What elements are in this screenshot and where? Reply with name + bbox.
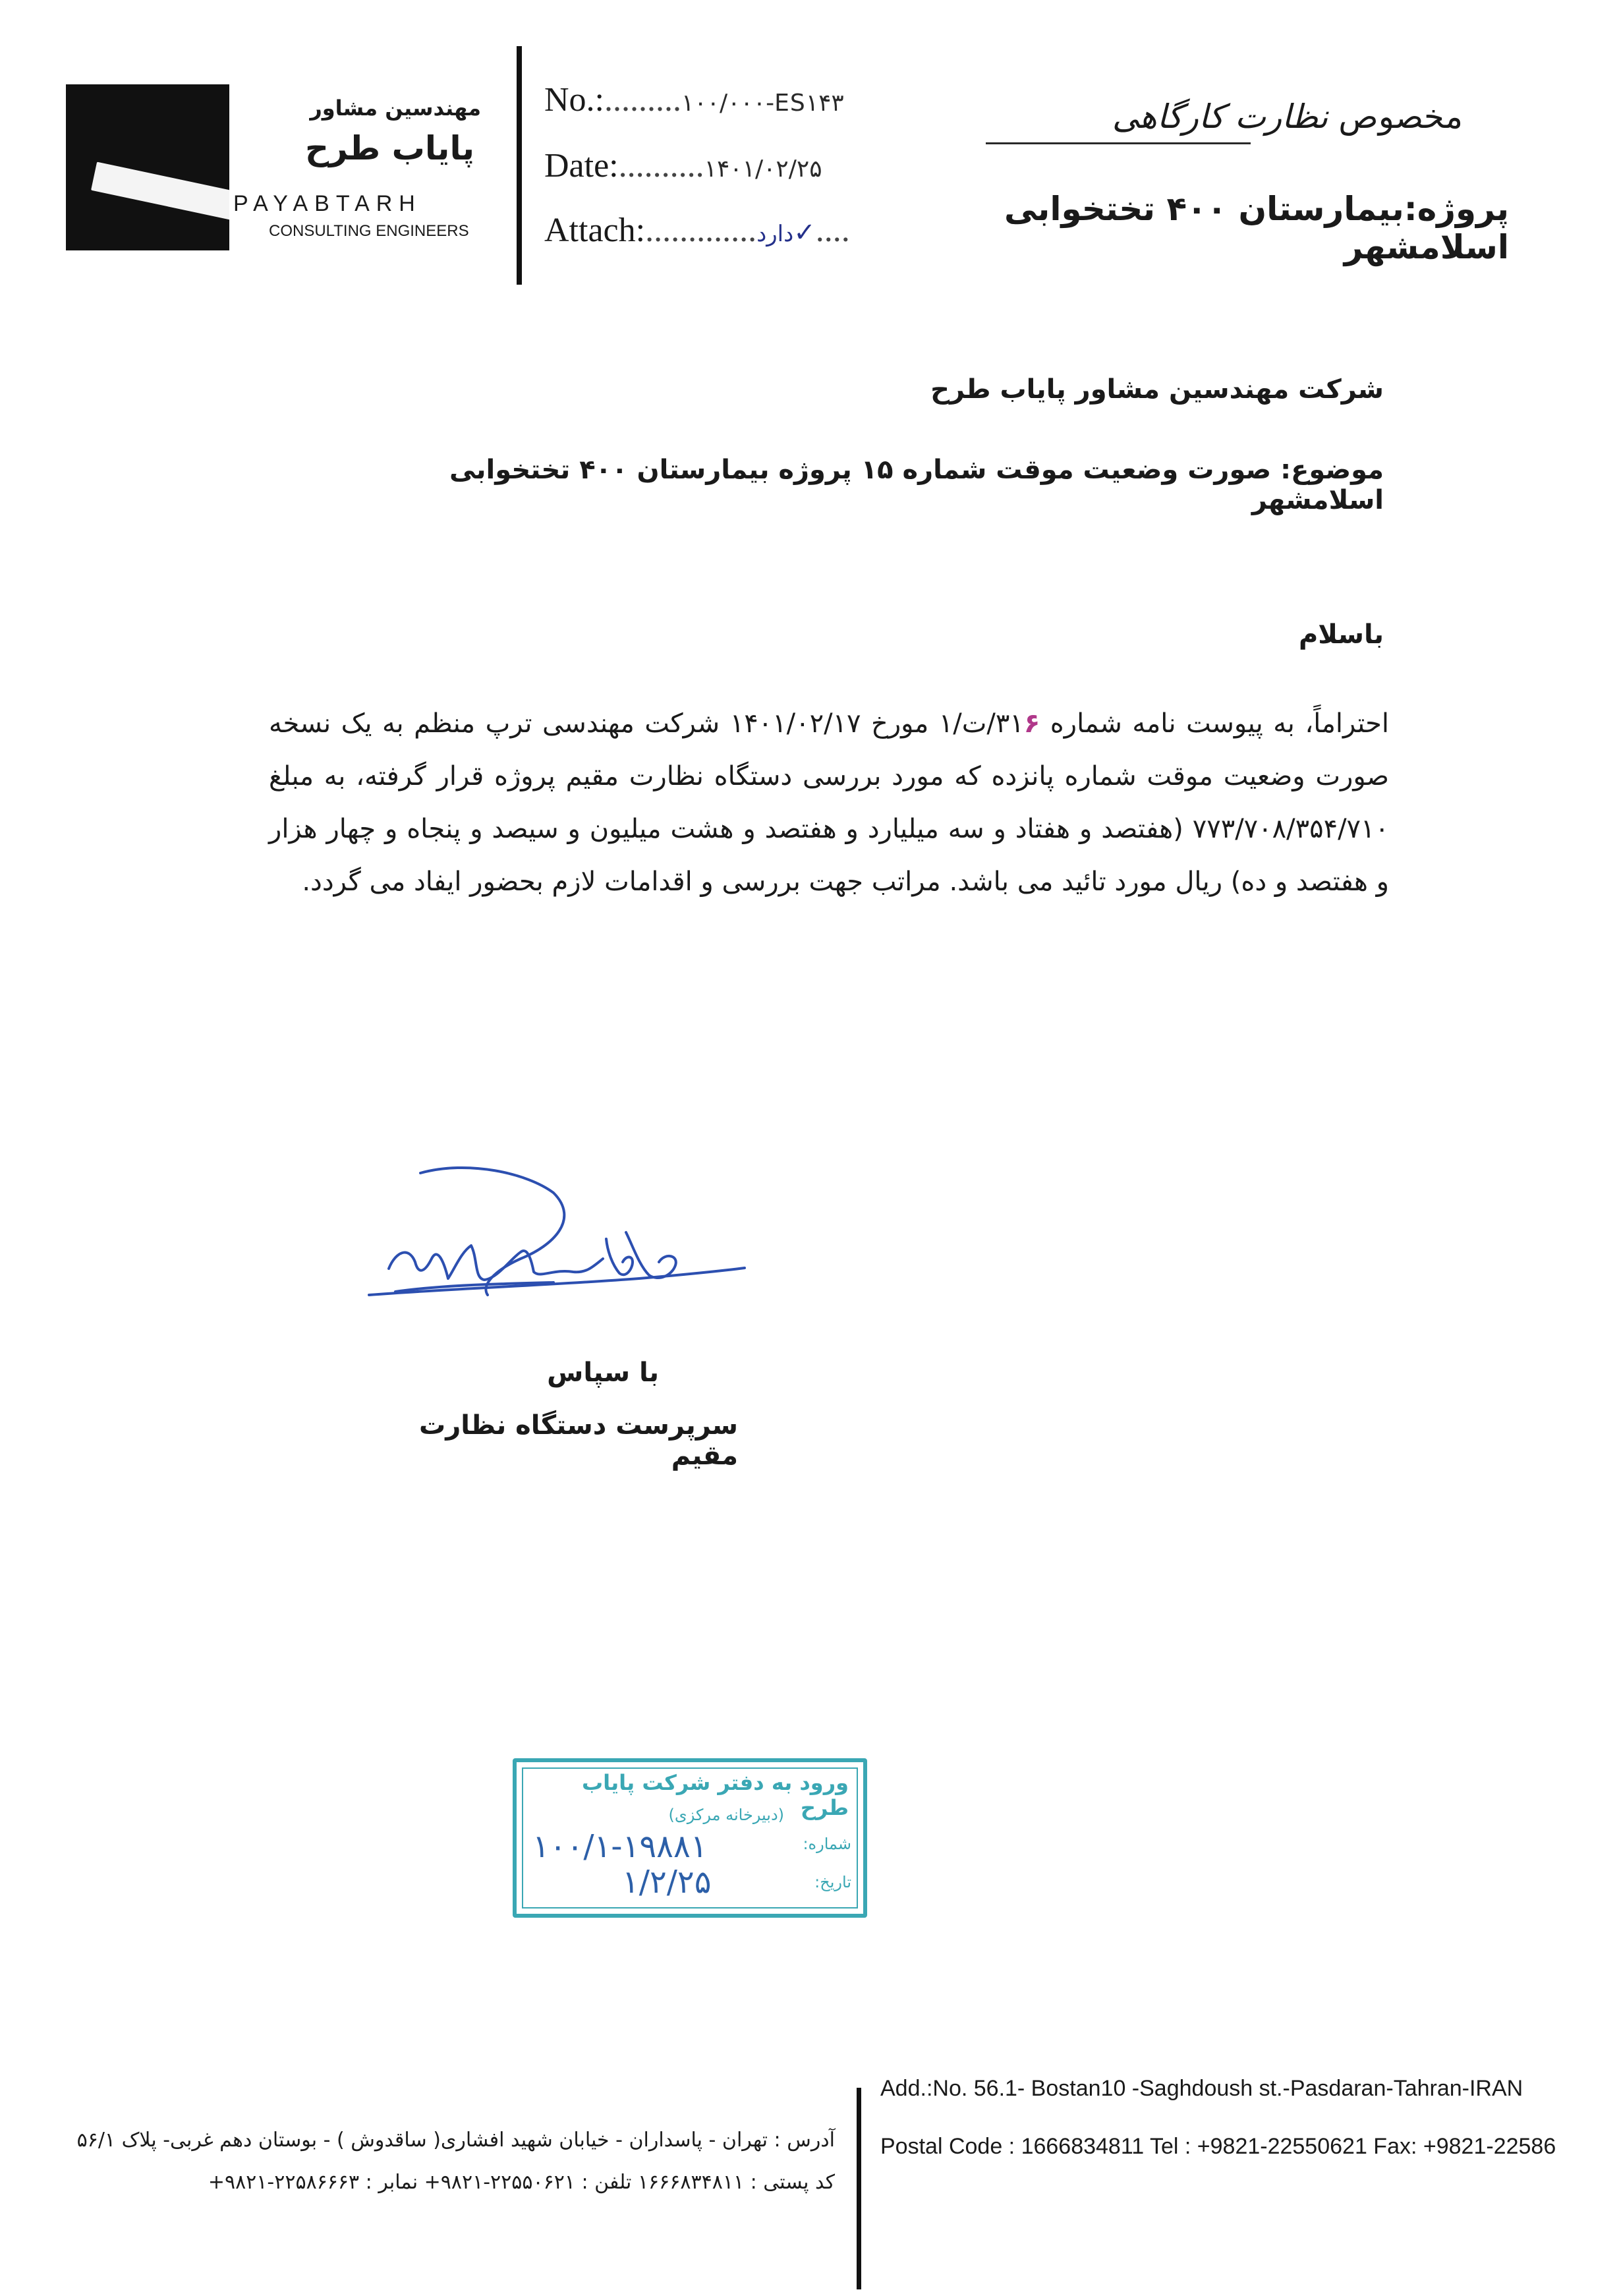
logo-fa-subtitle: مهندسین مشاور bbox=[310, 96, 481, 121]
body-paragraph-part2: /ت/۱ مورخ ۱۴۰۱/۰۲/۱۷ شرکت مهندسی ترپ منظم به یک نسخه صورت وضعیت موقت شماره پانزده که مورد بررسی دستگاه نظارت مقیم پروژه قرار گرفته، به مبلغ ۷۷۳/۷۰۸/۳۵۴/۷۱۰ (هفتصد و هفتاد و سه میلیارد و هفتصد و هشت میلیون و سیصد و پنجاه و چهار هزار و هفتصد و ده) ریال مورد تائید می باشد. مراتب جهت بررسی و اقدامات لازم بحضور ایفاد می گردد. bbox=[269, 708, 1389, 897]
header-divider bbox=[517, 46, 522, 285]
handwritten-digit: ۶ bbox=[1023, 708, 1040, 739]
meta-number-value: ۱۰۰/۰۰۰-ES۱۴۳ bbox=[681, 90, 844, 117]
title-underline bbox=[986, 142, 1251, 144]
supervision-title-handwritten: نظارت کارگاهی bbox=[1112, 98, 1328, 136]
stamp-number-label: شماره: bbox=[803, 1835, 851, 1853]
reception-stamp bbox=[513, 1758, 867, 1918]
meta-number-row: No.:.........۱۰۰/۰۰۰-ES۱۴۳ bbox=[544, 81, 844, 119]
signature-thanks: با سپاس bbox=[547, 1358, 659, 1388]
logo-fa-name: پایاب طرح bbox=[305, 129, 474, 167]
recipient: شرکت مهندسین مشاور پایاب طرح bbox=[930, 374, 1384, 405]
address-fa-line2: کد پستی : ۱۶۶۶۸۳۴۸۱۱ تلفن : ۲۲۵۵۰۶۲۱-۹۸۲۱+ نمابر : ۲۲۵۸۶۶۶۳-۹۸۲۱+ bbox=[208, 2171, 835, 2194]
logo-mark bbox=[66, 84, 229, 250]
stamp-number-value: ۱۰۰/۱-۱۹۸۸۱ bbox=[532, 1828, 708, 1865]
meta-attach-value: دارد bbox=[756, 221, 794, 246]
address-en-line1: Add.:No. 56.1- Bostan10 -Saghdoush st.-Pasdaran-Tahran-IRAN bbox=[880, 2076, 1523, 2101]
meta-attach-row: Attach:.............دارد✓.... bbox=[544, 212, 850, 249]
stamp-date-label: تاریخ: bbox=[814, 1873, 851, 1891]
checkmark-icon: ✓ bbox=[793, 218, 816, 247]
meta-number-label: No.: bbox=[544, 81, 604, 119]
logo-en-name: PAYABTARH bbox=[233, 191, 422, 216]
stamp-date-value: ۱/۲/۲۵ bbox=[622, 1864, 712, 1901]
signature-image bbox=[356, 1153, 751, 1364]
greeting: باسلام bbox=[1298, 619, 1384, 650]
address-fa-line1: آدرس : تهران - پاسداران - خیابان شهید افشاری( ساقدوش ) - بوستان دهم غربی- پلاک ۵۶/۱ bbox=[76, 2129, 835, 2152]
address-en-line2: Postal Code : 1666834811 Tel : +9821-22550621 Fax: +9821-22586 bbox=[880, 2134, 1556, 2159]
footer-divider bbox=[857, 2088, 861, 2289]
body-paragraph-part1: احتراماً، به پیوست نامه شماره ۳۱ bbox=[995, 708, 1390, 739]
project-title: پروژه:بیمارستان ۴۰۰ تختخوابی اسلامشهر bbox=[1004, 190, 1509, 266]
signature-role: سرپرست دستگاه نظارت مقیم bbox=[419, 1410, 738, 1471]
stamp-title: ورود به دفتر شرکت پایاب طرح bbox=[581, 1770, 849, 1820]
supervision-title bbox=[974, 98, 1463, 136]
meta-attach-label: Attach: bbox=[544, 212, 646, 249]
meta-date-value: ۱۴۰۱/۰۲/۲۵ bbox=[704, 156, 822, 183]
meta-date-label: Date: bbox=[544, 147, 619, 185]
body-paragraph bbox=[269, 697, 1389, 908]
stamp-subtitle: (دبیرخانه مرکزی) bbox=[668, 1806, 784, 1824]
logo-en-subtitle: CONSULTING ENGINEERS bbox=[269, 222, 469, 240]
supervision-title-prefix: مخصوص bbox=[1338, 98, 1463, 136]
meta-date-row: Date:..........۱۴۰۱/۰۲/۲۵ bbox=[544, 147, 822, 185]
subject: موضوع: صورت وضعیت موقت شماره ۱۵ پروژه بیمارستان ۴۰۰ تختخوابی اسلامشهر bbox=[449, 455, 1384, 515]
